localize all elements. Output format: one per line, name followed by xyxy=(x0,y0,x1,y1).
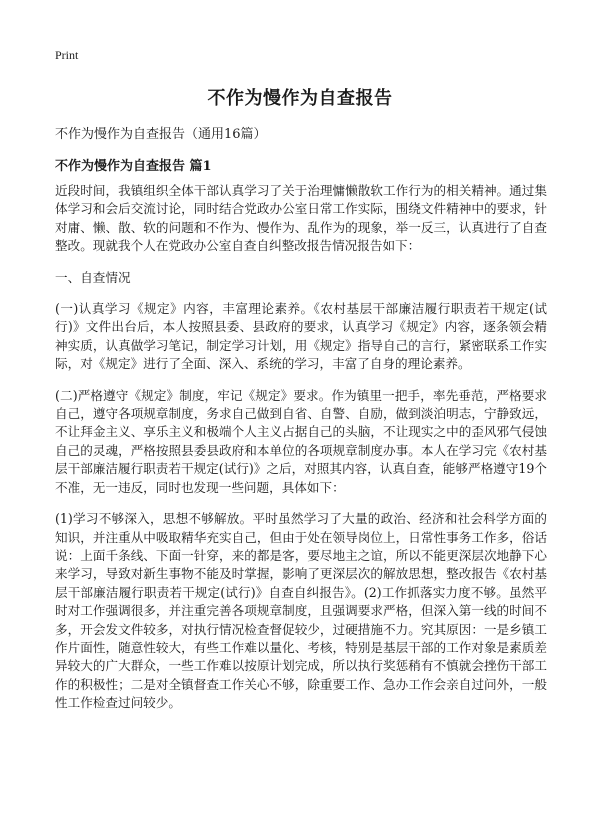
document-body xyxy=(55,182,547,726)
page-title: 不作为慢作为自查报告 xyxy=(207,88,393,109)
paragraph-study: (一)认真学习《规定》内容，丰富理论素养。《农村基层干部廉洁履行职责若干规定(试行)》文件出台后，本人按照县委、县政府的要求，认真学习《规定》内容，逐条领会精神实质，认真做学习笔记，制定学习计划，用《规定》指导自己的言行，紧密联系工作实际，对《规定》进行了全面、深入、系统的学习，丰富了自身的理论素养。 xyxy=(55,301,547,372)
paragraph-problems: (1)学习不够深入，思想不够解放。平时虽然学习了大量的政治、经济和社会科学方面的知识，并注重从中吸取精华充实自己，但由于处在领导岗位上，日常性事务工作多，俗话说：上面千条线、下面一针穿，来的都是客，要尽地主之谊，所以不能更深层次地静下心来学习，导致对新生事物不能及时掌握，影响了更深层次的解放思想，整改报告《农村基层干部廉洁履行职责若干规定(试行)》自查自纠报告》。(2)工作抓落实力度不够。虽然平时对工作强调很多，并注重完善各项规章制度，且强调要求严格，但深入第一线的时间不多，开会发文件较多，对执行情况检查督促较少，过硬措施不力。究其原因：一是乡镇工作片面性，随意性较大，有些工作难以量化、考核，特别是基层干部的工作对象是素质差异较大的广大群众，一些工作难以按原计划完成，所以执行奖惩稍有不慎就会挫伤干部工作的积极性；二是对全镇督查工作关心不够，除重要工作、急办工作会亲自过问外，一般性工作检查过问较少。 xyxy=(55,511,547,711)
document-subtitle: 不作为慢作为自查报告（通用16篇） xyxy=(55,127,267,142)
section-heading: 不作为慢作为自查报告 篇1 xyxy=(55,159,212,174)
paragraph-compliance: (二)严格遵守《规定》制度，牢记《规定》要求。作为镇里一把手，率先垂范，严格要求自己，遵守各项规章制度，务求自己做到自省、自警、自励，做到淡泊明志，宁静致远，不让拜金主义、享乐主义和极端个人主义占据自己的头脑，不让现实之中的歪风邪气侵蚀自己的灵魂，严格按照县委县政府和本单位的各项规章制度办事。本人在学习完《农村基层干部廉洁履行职责若干规定(试行)》之后，对照其内容，认真自查，能够严格遵守19个不准，无一违反，同时也发现一些问题，具体如下： xyxy=(55,387,547,495)
paragraph-heading-self-check: 一、自查情况 xyxy=(55,269,131,285)
print-label[interactable]: Print xyxy=(55,48,79,62)
paragraph-intro: 近段时间，我镇组织全体干部认真学习了关于治理慵懒散软工作行为的相关精神。通过集体学习和会后交流讨论，同时结合党政办公室日常工作实际，围绕文件精神中的要求，针对庸、懒、散、软的问题和不作为、慢作为、乱作为的现象，举一反三，认真进行了自查整改。现就我个人在党政办公室自查自纠整改报告情况报告如下： xyxy=(55,183,547,254)
